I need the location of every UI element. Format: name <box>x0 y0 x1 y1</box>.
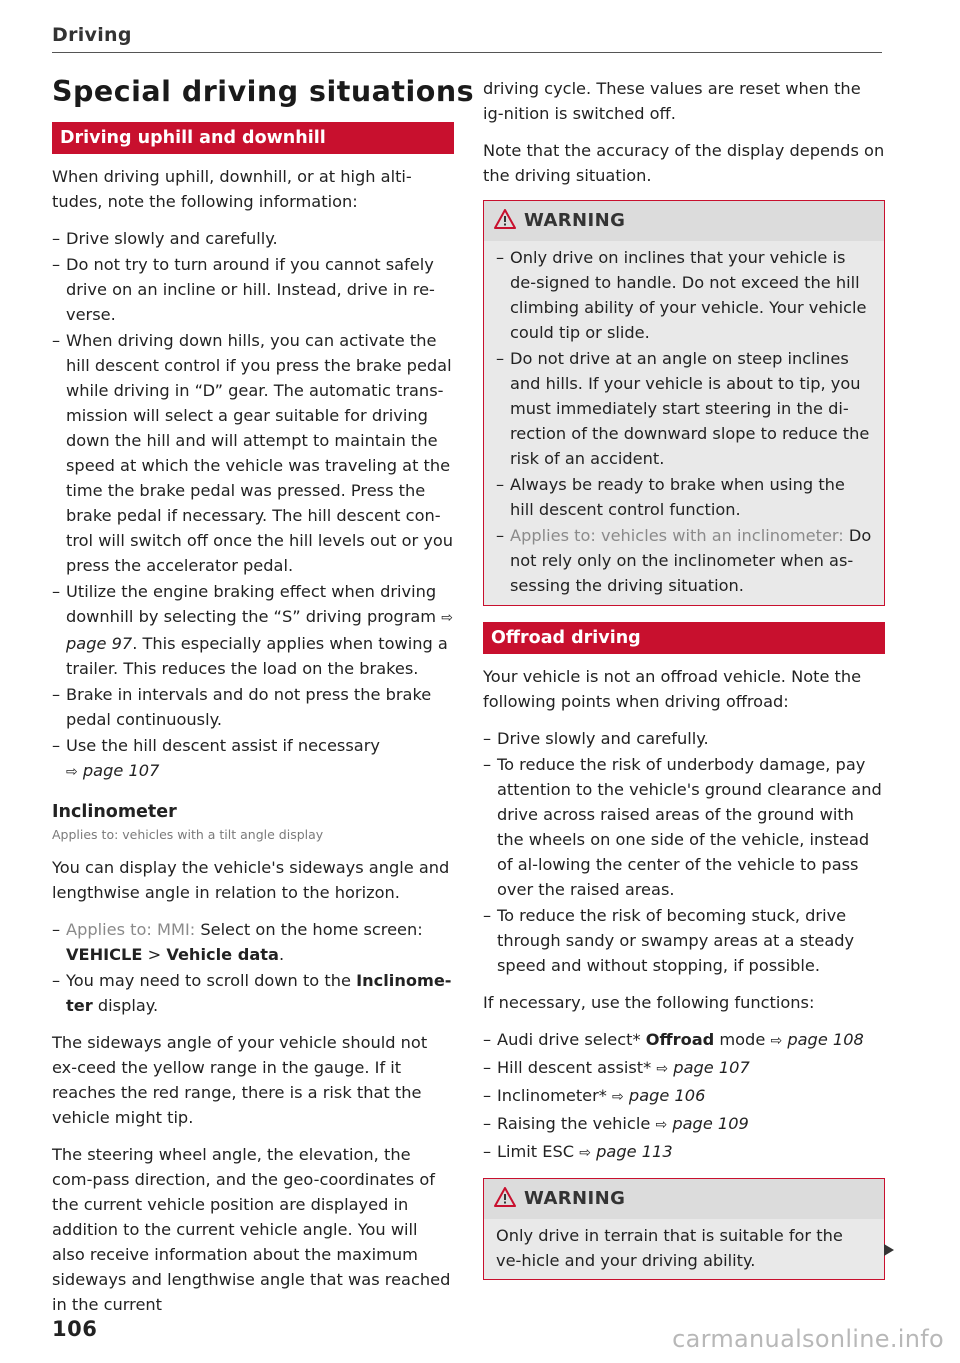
section-heading-uphill: Driving uphill and downhill <box>52 122 454 154</box>
list-item-text: Use the hill descent assist if necessary <box>66 736 380 755</box>
warning-title: WARNING <box>524 210 626 231</box>
menu-path-vehicle: VEHICLE <box>66 945 143 964</box>
function-name: Inclinometer* <box>497 1086 607 1105</box>
function-name: Audi drive select* <box>497 1030 641 1049</box>
list-item-text: Utilize the engine braking effect when driving downhill by selecting the “S” driving program <box>66 582 437 626</box>
warning-title: WARNING <box>524 1188 626 1209</box>
watermark: carmanualsonline.info <box>672 1325 944 1353</box>
page-reference-text: page 107 <box>673 1058 750 1077</box>
functions-list <box>483 1027 885 1166</box>
warning-box <box>483 1178 885 1280</box>
function-name: Raising the vehicle <box>497 1114 651 1133</box>
function-suffix: mode <box>719 1030 766 1049</box>
functions-intro: If necessary, use the following functions: <box>483 993 815 1012</box>
running-header: Driving <box>52 24 132 46</box>
page-reference-link[interactable] <box>656 1058 749 1077</box>
section-heading-inclinometer: Inclinometer <box>52 802 177 822</box>
warning-list <box>496 245 872 598</box>
inclinometer-intro: You can display the vehicle's sideways angle and lengthwise angle in relation to the horizon. <box>52 858 450 902</box>
list-item: – Drive slowly and carefully. <box>483 726 885 751</box>
offroad-list <box>483 726 885 978</box>
list-item: – Do not try to turn around if you cannot safely drive on an incline or hill. Instead, drive in re-verse. <box>52 252 454 327</box>
list-item-end: . <box>278 945 285 964</box>
arrow-right-outline-icon: ⇨ <box>66 764 78 780</box>
page-reference-text: page 106 <box>628 1086 706 1105</box>
list-item-text: . This especially applies when towing a trailer. This reduces the load on the brakes. <box>66 634 448 678</box>
list-item-text: Select on the home screen: <box>200 920 423 939</box>
list-item: – Always be ready to brake when using the hill descent control function. <box>496 472 872 522</box>
page-reference-text: page 113 <box>596 1142 673 1161</box>
page-number: 106 <box>52 1317 98 1341</box>
warning-body <box>484 241 884 605</box>
paragraph: The steering wheel angle, the elevation, the com-pass direction, and the geo-coordinates of the current vehicle position are displayed in addition to the current vehicle angle. You will also receive information about the maximum sideways and lengthwise angle that was reached in the current <box>52 1145 451 1314</box>
continue-arrow-icon <box>884 1244 894 1256</box>
list-item <box>52 968 454 1018</box>
warning-header <box>484 1179 884 1219</box>
list-item <box>496 523 872 598</box>
arrow-right-outline-icon: ⇨ <box>655 1117 668 1133</box>
list-item: – Drive slowly and carefully. <box>52 226 454 251</box>
list-item: – When driving down hills, you can activate the hill descent control if you press the brake pedal while driving in “D” gear. The automatic trans-mission will select a gear suitable for driving down the hill and will attempt to maintain the speed at which the vehicle was traveling at the time the brake pedal was pressed. Press the brake pedal if necessary. The hill descent con-trol will switch off once the hill levels out or you press the accelerator pedal. <box>52 328 454 578</box>
inclinometer-list <box>52 917 454 1018</box>
function-name: Hill descent assist* <box>497 1058 652 1077</box>
list-item-text: You may need to scroll down to the <box>66 971 351 990</box>
page-reference-link[interactable] <box>66 761 159 780</box>
list-item: – Only drive on inclines that your vehicle is de-signed to handle. Do not exceed the hill climbing ability of your vehicle. Your vehicle could tip or slide. <box>496 245 872 345</box>
left-column <box>52 72 475 1329</box>
warning-body <box>484 1219 884 1279</box>
paragraph: The sideways angle of your vehicle should not ex-ceed the yellow range in the gauge. If it reaches the red range, there is a risk that the vehicle might tip. <box>52 1033 428 1127</box>
arrow-right-outline-icon: ⇨ <box>770 1033 783 1049</box>
applies-to-note: Applies to: vehicles with a tilt angle display <box>52 827 324 842</box>
arrow-right-outline-icon: ⇨ <box>579 1145 591 1161</box>
warning-text: Only drive in terrain that is suitable for the ve-hicle and your driving ability. <box>496 1226 843 1270</box>
arrow-right-outline-icon: ⇨ <box>441 610 453 626</box>
menu-path-separator: > <box>147 945 162 964</box>
warning-triangle-icon <box>494 209 516 229</box>
list-item <box>52 579 454 681</box>
warning-triangle-icon <box>494 1187 516 1207</box>
list-item-end: display. <box>97 996 159 1015</box>
page-reference-text: page 109 <box>672 1114 749 1133</box>
page-reference-link[interactable] <box>579 1142 672 1161</box>
menu-path-vehicle-data: Vehicle data <box>166 945 279 964</box>
applies-to-prefix: Applies to: vehicles with an inclinometer: <box>510 526 844 545</box>
uphill-list <box>52 226 454 785</box>
applies-to-prefix: Applies to: MMI: <box>66 920 196 939</box>
right-column <box>483 76 885 1296</box>
list-item <box>483 1055 885 1082</box>
warning-header <box>484 201 884 241</box>
list-item: – Do not drive at an angle on steep inclines and hills. If your vehicle is about to tip, you must immediately start steering in the di-rection of the downward slope to reduce the risk of an accident. <box>496 346 872 471</box>
arrow-right-outline-icon: ⇨ <box>656 1061 669 1077</box>
page-reference-link[interactable] <box>612 1086 705 1105</box>
list-item <box>52 733 454 785</box>
list-item <box>483 1027 885 1054</box>
list-item <box>483 1139 885 1166</box>
function-name: Limit ESC <box>497 1142 575 1161</box>
function-mode: Offroad <box>645 1030 715 1049</box>
page-reference-text: page 97 <box>66 634 133 653</box>
page-reference-link[interactable] <box>770 1030 863 1049</box>
list-item: – To reduce the risk of becoming stuck, drive through sandy or swampy areas at a steady speed and without stopping, if possible. <box>483 903 885 978</box>
offroad-intro: Your vehicle is not an offroad vehicle. Note the following points when driving offroad: <box>483 667 862 711</box>
list-item <box>483 1111 885 1138</box>
page-reference-text: page 107 <box>82 761 160 780</box>
list-item: – Brake in intervals and do not press the brake pedal continuously. <box>52 682 454 732</box>
warning-box <box>483 200 885 606</box>
paragraph: Note that the accuracy of the display depends on the driving situation. <box>483 141 885 185</box>
section-heading-offroad: Offroad driving <box>483 622 885 654</box>
arrow-right-outline-icon: ⇨ <box>612 1089 624 1105</box>
list-item <box>483 1083 885 1110</box>
page-reference-text: page 108 <box>787 1030 864 1049</box>
page-title: Special driving situations <box>52 75 475 108</box>
inclinometer-display-label: Inclinome-ter <box>66 971 452 1015</box>
list-item: – To reduce the risk of underbody damage, pay attention to the vehicle's ground clearance and drive across raised areas of the ground with the wheels on one side of the vehicle, instead of al-lowing the center of the vehicle to pass over the raised areas. <box>483 752 885 902</box>
list-item <box>52 917 454 967</box>
uphill-intro: When driving uphill, downhill, or at high alti-tudes, note the following information: <box>52 167 412 211</box>
paragraph: driving cycle. These values are reset when the ig-nition is switched off. <box>483 79 861 123</box>
list-item-text: Do not rely only on the inclinometer when as-sessing the driving situation. <box>510 526 872 595</box>
header-rule <box>52 52 882 53</box>
page-reference-link[interactable] <box>655 1114 748 1133</box>
